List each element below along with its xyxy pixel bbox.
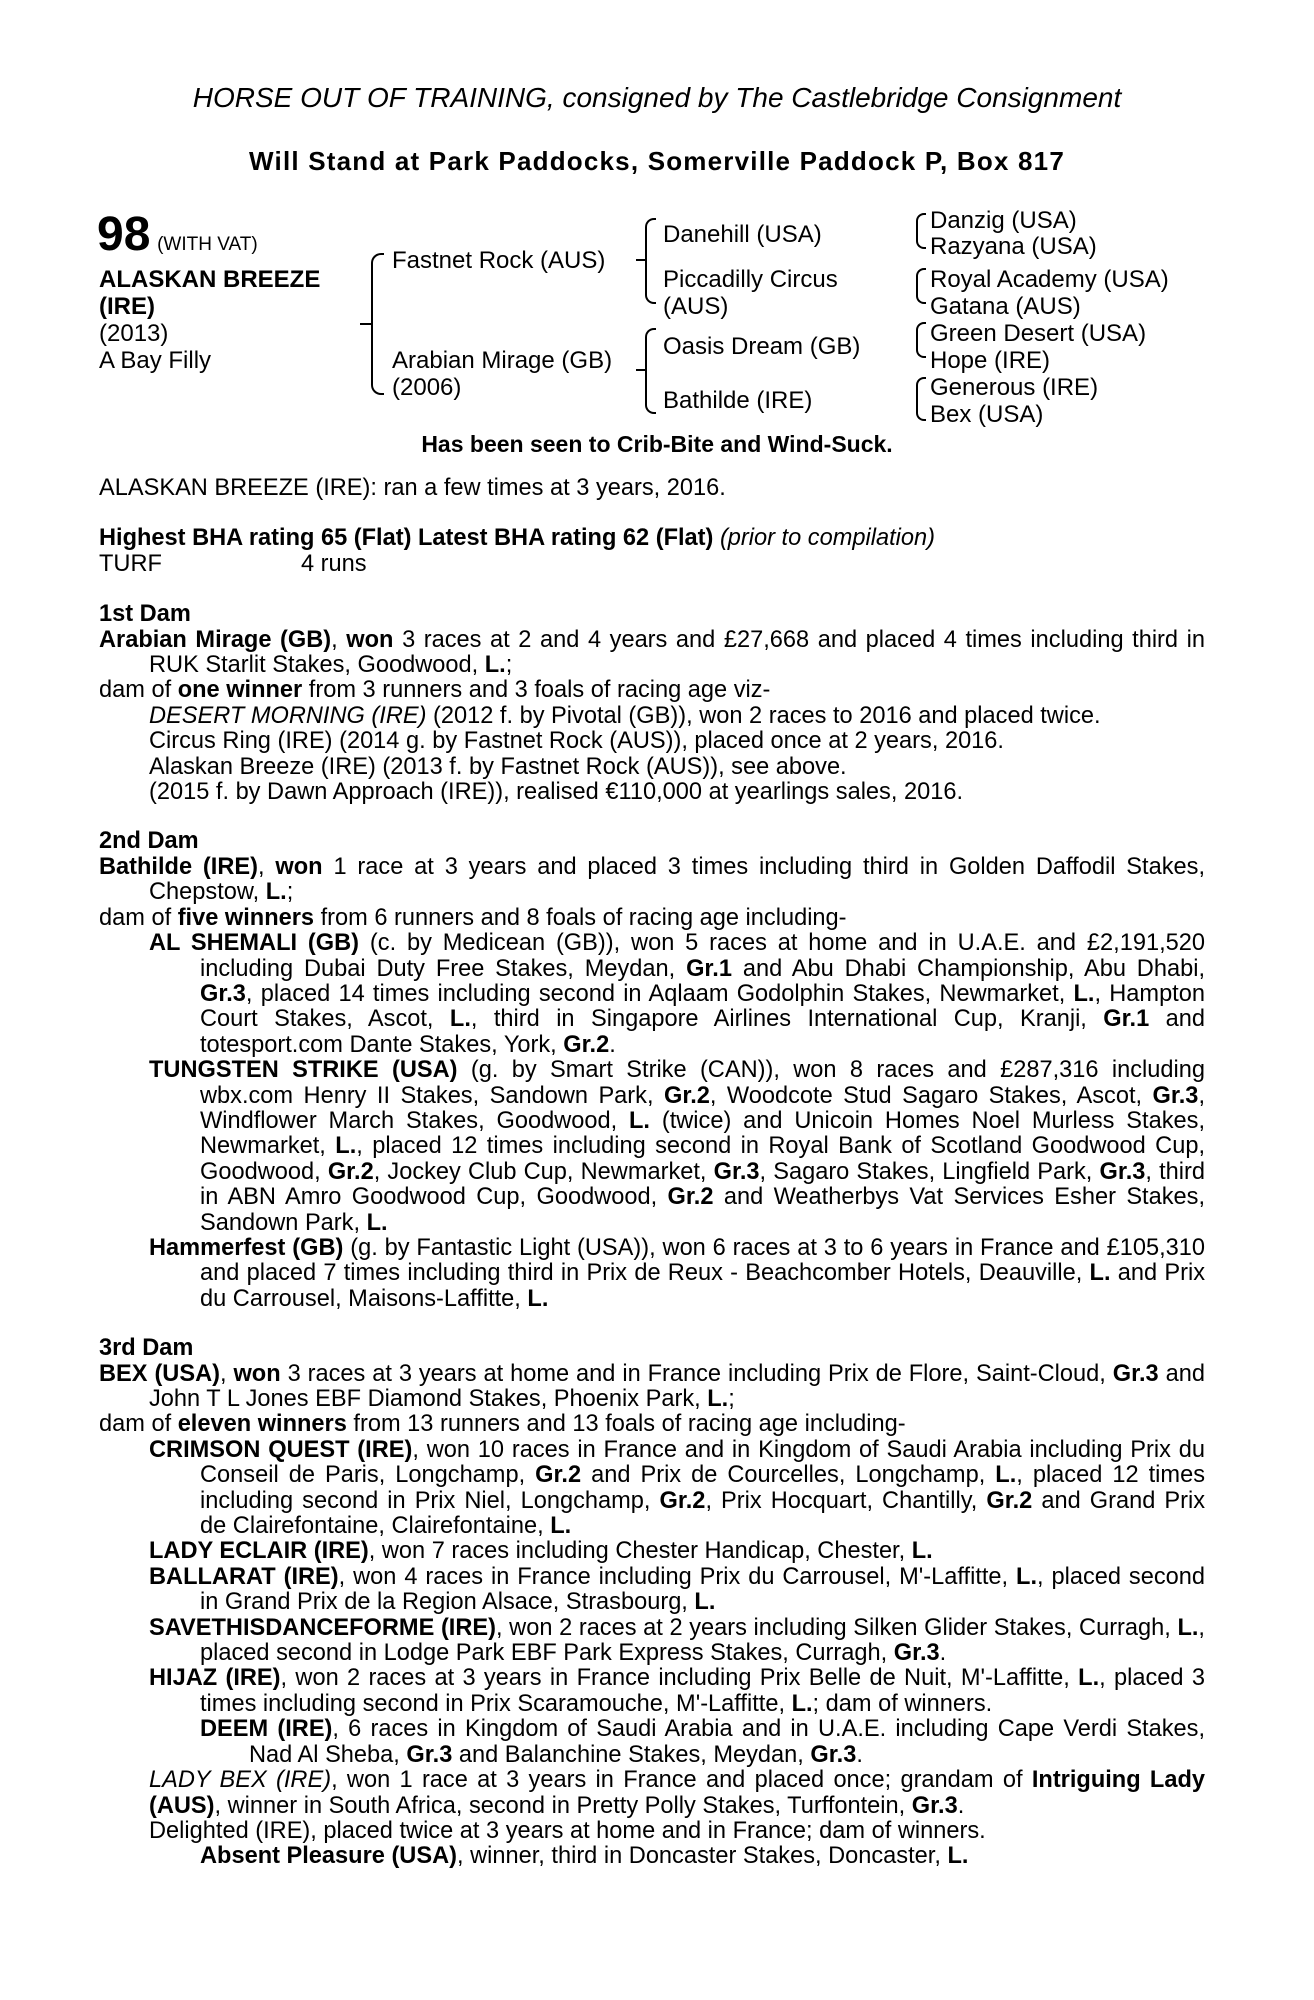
pedigree-g6: Hope (IRE): [930, 347, 1051, 374]
produce-text: , won 2 races at 3 years in France including Prix Belle de Nuit, M'-Laffitte,: [280, 1665, 1079, 1692]
produce-text: (g. by Smart Strike (CAN)), won 8 races and £287,316 including wbx.com Henry II Stakes, Sandown Park,: [200, 1057, 1206, 1109]
catalogue-body: [99, 476, 1205, 1870]
produce-name: AL SHEMALI (GB): [149, 930, 360, 957]
produce-text: , Sagaro Stakes, Lingfield Park,: [759, 1158, 1100, 1185]
grade: Gr.3: [893, 1640, 940, 1667]
produce-entry: [99, 931, 1205, 1058]
grade: L.: [550, 1513, 572, 1540]
third-dam-heading: 3rd Dam: [99, 1335, 194, 1362]
produce-entry: [99, 1844, 1205, 1869]
grade: L.: [791, 1690, 813, 1717]
grade: L.: [947, 1843, 969, 1870]
first-dam-produce-intro: [99, 678, 1205, 703]
produce-text: (g. by Fantastic Light (USA)), won 6 races at 3 to 6 years in France and £105,310 and placed 7 times including third in Prix de Reux - Beachcomber Hotels, Deauville,: [200, 1234, 1205, 1287]
produce-text: , Jockey Club Cup, Newmarket,: [373, 1158, 714, 1185]
lot-number: 98: [97, 208, 151, 261]
second-dam-name: Bathilde (IRE): [99, 853, 258, 880]
grade: L.: [911, 1538, 933, 1565]
grade: Gr.2: [327, 1158, 374, 1185]
produce-entry: Delighted (IRE), placed twice at 3 years at home and in France; dam of winners.: [149, 1817, 986, 1844]
rating-line: [99, 526, 1205, 551]
page-title: HORSE OUT OF TRAINING, consigned by The Castlebridge Consignment: [192, 82, 1122, 113]
grade: Gr.2: [563, 1031, 610, 1058]
pedigree-brace-g56: [916, 322, 926, 358]
produce-text: and Grand Prix de Clairefontaine, Clairefontaine,: [200, 1487, 1205, 1540]
produce-name: TUNGSTEN STRIKE (USA): [149, 1057, 458, 1084]
grade: Gr.3: [1152, 1082, 1199, 1109]
pedigree-brace-main: [371, 253, 384, 395]
pedigree-brace-dam: [645, 328, 656, 414]
rating-main: Highest BHA rating 65 (Flat) Latest BHA rating 62 (Flat): [99, 525, 714, 552]
foal-text: (2012 f. by Pivotal (GB)), won 2 races to 2016 and placed twice.: [426, 702, 1101, 729]
pedigree-g1: Danzig (USA): [930, 207, 1077, 234]
produce-entry: [99, 1058, 1205, 1236]
produce-text: , placed 3 times including second in Prix Scaramouche, M'-Laffitte,: [200, 1665, 1205, 1717]
grade: Gr.3: [406, 1741, 453, 1768]
dam-of-text: from 3 runners and 3 foals of racing age viz-: [302, 677, 771, 704]
produce-text: , placed 12 times including second in Royal Bank of Scotland Goodwood Cup, Goodwood,: [200, 1133, 1205, 1185]
third-dam-produce-intro: [99, 1412, 1205, 1437]
grade: L.: [1177, 1614, 1199, 1641]
pedigree-sire-dam-suffix: (AUS): [663, 293, 729, 320]
pedigree-dam-sire: Oasis Dream (GB): [663, 333, 861, 360]
pedigree-g5: Green Desert (USA): [930, 320, 1147, 347]
pedigree-sire: Fastnet Rock (AUS): [392, 247, 606, 274]
produce-text: , winner, third in Doncaster Stakes, Doncaster,: [456, 1843, 948, 1870]
pedigree-brace-g78: [916, 377, 926, 421]
produce-text: , third in Singapore Airlines International Cup, Kranji,: [470, 1006, 1104, 1033]
grade: L.: [265, 879, 287, 906]
grade: Gr.3: [911, 1792, 958, 1819]
grade: L.: [449, 1006, 471, 1033]
produce-entry: [99, 1236, 1205, 1312]
produce-text: , Hampton Court Stakes, Ascot,: [200, 980, 1205, 1033]
grade: Gr.3: [200, 980, 246, 1007]
produce-name: LADY ECLAIR (IRE): [149, 1538, 369, 1565]
foal-entry: [99, 704, 1205, 729]
produce-text: and Prix de Courcelles, Longchamp,: [581, 1462, 996, 1489]
grade: Gr.2: [667, 1184, 714, 1211]
surface-label: TURF: [99, 550, 162, 577]
pedigree-brace-g34: [916, 268, 926, 304]
pedigree-dam-dam: Bathilde (IRE): [663, 387, 813, 414]
produce-name: HIJAZ (IRE): [149, 1665, 281, 1692]
dam-of-text: from 13 runners and 13 foals of racing age including-: [346, 1411, 906, 1438]
pedigree-brace-g12: [916, 213, 926, 249]
pedigree-g3: Royal Academy (USA): [930, 266, 1169, 293]
grade: Gr.2: [535, 1462, 582, 1489]
produce-text: and Weatherbys Vat Services Esher Stakes, Sandown Park,: [200, 1184, 1206, 1236]
grade: L.: [1073, 980, 1095, 1007]
punct: ;: [505, 652, 513, 679]
horse-name-suffix: (IRE): [99, 293, 155, 320]
third-dam-entry: BEX (USA), won 3 races at 3 years at home and in France including Prix de Flore, Saint-Cloud, Gr.3 and John T L Jones EBF Diamond Stakes, Phoenix Park, L.;: [99, 1360, 1205, 1412]
pedigree-dam: Arabian Mirage (GB): [392, 347, 613, 374]
produce-name: Intriguing Lady (AUS): [149, 1767, 1205, 1819]
vice-notice: Has been seen to Crib-Bite and Wind-Suck.: [421, 431, 893, 457]
second-dam-heading: 2nd Dam: [99, 828, 199, 855]
runs-count: 4 runs: [301, 550, 367, 577]
dam-of-label: dam of: [99, 1411, 178, 1438]
grade: Gr.2: [986, 1487, 1033, 1514]
punct: ;: [728, 1386, 735, 1412]
grade: L.: [527, 1285, 549, 1312]
pedigree-g8: Bex (USA): [930, 401, 1044, 428]
foal-entry: Alaskan Breeze (IRE) (2013 f. by Fastnet Rock (AUS)), see above.: [149, 753, 847, 780]
grade: L.: [484, 652, 506, 679]
grade: L.: [366, 1209, 388, 1236]
grade: L.: [335, 1133, 357, 1160]
grade: L.: [629, 1107, 650, 1134]
horse-description: A Bay Filly: [99, 347, 212, 374]
grade: L.: [1078, 1665, 1100, 1692]
produce-text: (c. by Medicean (GB)), won 5 races at home and in U.A.E. and £2,191,520 including Dubai Duty Free Stakes, Meydan,: [200, 930, 1205, 982]
grade: L.: [995, 1462, 1017, 1489]
third-dam-text: 3 races at 3 years at home and in France including Prix de Flore, Saint-Cloud,: [280, 1360, 1113, 1387]
grade: L.: [707, 1386, 729, 1412]
grade: Gr.3: [713, 1158, 760, 1185]
pedigree-dam-year: (2006): [392, 374, 462, 401]
produce-text: , placed 12 times including second in Prix Niel, Longchamp,: [200, 1462, 1205, 1514]
produce-name: SAVETHISDANCEFORME (IRE): [149, 1614, 496, 1641]
produce-text: , placed 14 times including second in Aqlaam Godolphin Stakes, Newmarket,: [245, 980, 1074, 1007]
foal-name: DESERT MORNING (IRE): [149, 702, 427, 729]
pedigree-brace-sire: [645, 218, 656, 304]
stand-location: Will Stand at Park Paddocks, Somerville Paddock P, Box 817: [249, 146, 1065, 176]
vat-note: (WITH VAT): [157, 234, 258, 255]
grade: L.: [1016, 1563, 1037, 1590]
lot-number-line: [97, 210, 258, 260]
second-dam-text: 1 race at 3 years and placed 3 times including third in Golden Daffodil Stakes, Chepstow,: [149, 853, 1205, 906]
won-label: won: [275, 853, 323, 880]
produce-name: Hammerfest (GB): [149, 1234, 344, 1261]
produce-text: , Windflower March Stakes, Goodwood,: [200, 1082, 1205, 1134]
produce-name: BALLARAT (IRE): [149, 1563, 339, 1590]
grade: L.: [1089, 1260, 1111, 1287]
produce-text: , Prix Hocquart, Chantilly,: [705, 1487, 987, 1514]
dam-of-label: dam of: [99, 677, 178, 704]
grade: Gr.1: [686, 955, 732, 982]
grade: Gr.3: [1112, 1360, 1159, 1387]
grade: Gr.2: [659, 1487, 706, 1514]
grade: L.: [694, 1589, 716, 1616]
grade: Gr.3: [1099, 1158, 1146, 1185]
punct: ;: [286, 879, 294, 906]
dam-of-text: from 6 runners and 8 foals of racing age including-: [314, 904, 847, 931]
produce-text: and Abu Dhabi Championship, Abu Dhabi,: [731, 955, 1206, 982]
pedigree-brace-point: [360, 323, 371, 325]
runs-line: [99, 552, 1205, 577]
produce-text: and totesport.com Dante Stakes, York,: [200, 1006, 1206, 1058]
horse-name: ALASKAN BREEZE: [99, 266, 321, 293]
produce-text: , placed second in Lodge Park EBF Park Express Stakes, Curragh,: [200, 1614, 1205, 1667]
winners-count: five winners: [177, 904, 315, 931]
second-dam-produce-intro: [99, 906, 1205, 931]
produce-text: and Balanchine Stakes, Meydan,: [452, 1741, 811, 1768]
produce-text: , third in ABN Amro Goodwood Cup, Goodwood,: [200, 1158, 1205, 1211]
first-dam-name: Arabian Mirage (GB): [99, 626, 332, 653]
produce-entry: [99, 1539, 1205, 1564]
pedigree-brace-dam-point: [636, 369, 645, 371]
punct: .: [609, 1031, 616, 1058]
rating-note: (prior to compilation): [719, 525, 935, 552]
produce-name: Absent Pleasure (USA): [200, 1843, 457, 1870]
produce-text: and Prix du Carrousel, Maisons-Laffitte,: [200, 1260, 1205, 1312]
produce-entry: SAVETHISDANCEFORME (IRE), won 2 races at 2 years including Silken Glider Stakes, Curragh, L., placed second in Lodge Park EBF Park Express Stakes, Curragh, Gr.3.: [149, 1614, 1205, 1667]
horse-year: (2013): [99, 320, 169, 347]
grade: Gr.3: [810, 1741, 857, 1768]
pedigree-g7: Generous (IRE): [930, 374, 1099, 401]
produce-entry: DEEM (IRE), 6 races in Kingdom of Saudi Arabia and in U.A.E. including Cape Verdi Stakes, Nad Al Sheba, Gr.3 and Balanchine Stakes, Meydan, Gr.3.: [200, 1716, 1205, 1768]
produce-name: LADY BEX (IRE): [149, 1767, 332, 1794]
produce-text: , won 1 race at 3 years in France and placed once; grandam of: [331, 1767, 1032, 1794]
pedigree-g2: Razyana (USA): [930, 233, 1097, 260]
produce-entry: [99, 1666, 1205, 1717]
foal-entry: Circus Ring (IRE) (2014 g. by Fastnet Rock (AUS)), placed once at 2 years, 2016.: [149, 728, 1004, 755]
dam-of-label: dam of: [99, 904, 178, 931]
pedigree-g4: Gatana (AUS): [930, 293, 1081, 320]
first-dam-text: 3 races at 2 and 4 years and £27,668 and placed 4 times including third in RUK Starlit Stakes, Goodwood,: [149, 626, 1205, 679]
produce-text: , won 2 races at 2 years including Silken Glider Stakes, Curragh,: [496, 1614, 1178, 1641]
produce-entry: [99, 1565, 1205, 1616]
produce-text: ; dam of winners.: [812, 1690, 993, 1717]
produce-entry: LADY BEX (IRE), won 1 race at 3 years in France and placed once; grandam of Intriguing Lady (AUS), winner in South Africa, second in Pretty Polly Stakes, Turffontein, Gr.3.: [149, 1767, 1205, 1819]
race-record: ALASKAN BREEZE (IRE): ran a few times at 3 years, 2016.: [99, 475, 726, 501]
grade: Gr.1: [1103, 1006, 1150, 1033]
third-dam-name: BEX (USA): [99, 1360, 220, 1387]
produce-name: DEEM (IRE): [200, 1716, 333, 1743]
produce-text: , placed second in Grand Prix de la Region Alsace, Strasbourg,: [200, 1563, 1205, 1616]
winners-count: eleven winners: [177, 1411, 347, 1438]
first-dam-heading: 1st Dam: [99, 601, 191, 628]
produce-entry: [99, 1438, 1205, 1540]
produce-text: , 6 races in Kingdom of Saudi Arabia and in U.A.E. including Cape Verdi Stakes, Nad Al Sheba,: [249, 1716, 1205, 1768]
second-dam-entry: Bathilde (IRE), won 1 race at 3 years and placed 3 times including third in Golden Daffodil Stakes, Chepstow, L.;: [99, 853, 1205, 906]
third-dam-text: and John T L Jones EBF Diamond Stakes, Phoenix Park,: [149, 1360, 1205, 1412]
produce-text: , won 7 races including Chester Handicap, Chester,: [368, 1538, 912, 1565]
winners-count: one winner: [177, 677, 303, 704]
produce-text: , winner in South Africa, second in Pretty Polly Stakes, Turffontein,: [214, 1792, 912, 1819]
produce-text: , won 4 races in France including Prix du Carrousel, M'-Laffitte,: [338, 1563, 1017, 1590]
produce-text: , Woodcote Stud Sagaro Stakes, Ascot,: [709, 1082, 1153, 1109]
produce-name: CRIMSON QUEST (IRE): [149, 1436, 413, 1463]
pedigree-sire-dam: Piccadilly Circus: [663, 266, 838, 293]
won-label: won: [233, 1360, 281, 1387]
produce-text: (twice) and Unicoin Homes Noel Murless Stakes, Newmarket,: [200, 1107, 1205, 1160]
pedigree-sire-sire: Danehill (USA): [663, 221, 822, 248]
first-dam-entry: Arabian Mirage (GB), won 3 races at 2 and 4 years and £27,668 and placed 4 times including third in RUK Starlit Stakes, Goodwood, L.;: [99, 626, 1205, 679]
produce-text: , won 10 races in France and in Kingdom of Saudi Arabia including Prix du Conseil de Paris, Longchamp,: [200, 1436, 1205, 1489]
won-label: won: [346, 626, 394, 653]
pedigree-brace-sire-point: [636, 259, 645, 261]
foal-entry: (2015 f. by Dawn Approach (IRE)), realised €110,000 at yearlings sales, 2016.: [149, 779, 964, 806]
grade: Gr.2: [663, 1082, 710, 1109]
